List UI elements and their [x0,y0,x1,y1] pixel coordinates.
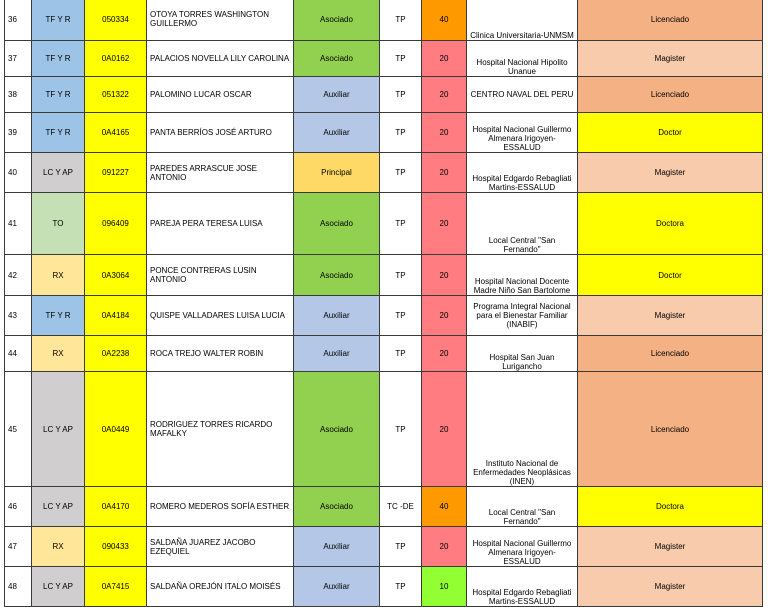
code-cell: 0A4165 [85,113,147,153]
grade-cell: Licenciado [578,0,763,41]
area-cell: LC Y AP [32,372,85,487]
row-number-cell: 36 [5,0,32,41]
table-row [5,193,763,255]
table-row [5,153,763,193]
category-cell: Asociado [294,193,380,255]
table-row [5,487,763,527]
name-cell: RODRIGUEZ TORRES RICARDO MAFALKY [147,372,294,487]
dedication-cell: TP [380,0,422,41]
name-cell: OTOYA TORRES WASHINGTON GUILLERMO [147,0,294,41]
row-number-cell: 47 [5,527,32,567]
area-cell: RX [32,527,85,567]
category-cell: Auxiliar [294,336,380,372]
category-cell: Principal [294,153,380,193]
category-cell: Asociado [294,41,380,77]
grade-cell: Doctor [578,113,763,153]
code-cell: 050334 [85,0,147,41]
code-cell: 0A3064 [85,255,147,296]
code-cell: 0A4184 [85,296,147,336]
table-row [5,372,763,487]
code-cell: 090433 [85,527,147,567]
row-number-cell: 45 [5,372,32,487]
institution-cell: Instituto Nacional de Enfermedades Neoplásicas (INEN) [467,372,578,487]
institution-cell: Hospital Nacional Hipolito Unanue [467,41,578,77]
area-cell: TF Y R [32,0,85,41]
grade-cell: Magister [578,567,763,607]
code-cell: 0A7415 [85,567,147,607]
table-row [5,113,763,153]
institution-cell: Hospital Nacional Guillermo Almenara Irigoyen-ESSALUD [467,113,578,153]
grade-cell: Magister [578,41,763,77]
row-number-cell: 43 [5,296,32,336]
institution-cell: Hospital Nacional Docente Madre Niño San Bartolome [467,255,578,296]
category-cell: Asociado [294,0,380,41]
grade-cell: Magister [578,153,763,193]
dedication-cell: TP [380,336,422,372]
table-row [5,527,763,567]
hours-cell: 20 [422,77,467,113]
dedication-cell: TP [380,41,422,77]
institution-cell: CENTRO NAVAL DEL PERU [467,77,578,113]
row-number-cell: 40 [5,153,32,193]
grade-cell: Licenciado [578,372,763,487]
table-row [5,255,763,296]
code-cell: 0A4170 [85,487,147,527]
grade-cell: Doctora [578,193,763,255]
name-cell: SALDAÑA OREJÓN ITALO MOISÉS [147,567,294,607]
hours-cell: 20 [422,41,467,77]
code-cell: 0A0449 [85,372,147,487]
grade-cell: Doctora [578,487,763,527]
table-row [5,77,763,113]
dedication-cell: TP [380,77,422,113]
row-number-cell: 42 [5,255,32,296]
table-row [5,296,763,336]
area-cell: TF Y R [32,296,85,336]
name-cell: PANTA BERRÍOS JOSÉ ARTURO [147,113,294,153]
grade-cell: Doctor [578,255,763,296]
hours-cell: 40 [422,0,467,41]
dedication-cell: TP [380,296,422,336]
name-cell: QUISPE VALLADARES LUISA LUCIA [147,296,294,336]
code-cell: 051322 [85,77,147,113]
table-row [5,336,763,372]
institution-cell: Local Central "San Fernando" [467,193,578,255]
hours-cell: 20 [422,296,467,336]
row-number-cell: 37 [5,41,32,77]
row-number-cell: 46 [5,487,32,527]
name-cell: ROCA TREJO WALTER ROBIN [147,336,294,372]
dedication-cell: TP [380,372,422,487]
category-cell: Auxiliar [294,296,380,336]
row-number-cell: 44 [5,336,32,372]
grade-cell: Magister [578,527,763,567]
institution-cell: Hospital Edgardo Rebagliati Martins-ESSALUD [467,153,578,193]
area-cell: TO [32,193,85,255]
category-cell: Asociado [294,487,380,527]
code-cell: 0A2238 [85,336,147,372]
area-cell: RX [32,336,85,372]
code-cell: 091227 [85,153,147,193]
dedication-cell: TC -DE [380,487,422,527]
table-row [5,0,763,41]
dedication-cell: TP [380,255,422,296]
row-number-cell: 48 [5,567,32,607]
area-cell: LC Y AP [32,567,85,607]
row-number-cell: 41 [5,193,32,255]
hours-cell: 20 [422,153,467,193]
dedication-cell: TP [380,113,422,153]
hours-cell: 10 [422,567,467,607]
category-cell: Auxiliar [294,567,380,607]
name-cell: PAREDES ARRASCUE JOSE ANTONIO [147,153,294,193]
staff-table-body [5,0,763,607]
hours-cell: 20 [422,255,467,296]
institution-cell: Programa Integral Nacional para el Bienestar Familiar (INABIF) [467,296,578,336]
institution-cell: Hospital San Juan Lurigancho [467,336,578,372]
category-cell: Auxiliar [294,77,380,113]
category-cell: Asociado [294,372,380,487]
grade-cell: Licenciado [578,336,763,372]
category-cell: Auxiliar [294,527,380,567]
area-cell: TF Y R [32,41,85,77]
table-row [5,567,763,607]
dedication-cell: TP [380,567,422,607]
hours-cell: 40 [422,487,467,527]
hours-cell: 20 [422,527,467,567]
row-number-cell: 39 [5,113,32,153]
dedication-cell: TP [380,193,422,255]
dedication-cell: TP [380,153,422,193]
hours-cell: 20 [422,113,467,153]
area-cell: LC Y AP [32,153,85,193]
table-row [5,41,763,77]
name-cell: PAREJA PERA TERESA LUISA [147,193,294,255]
institution-cell: Hospital Nacional Guillermo Almenara Irigoyen-ESSALUD [467,527,578,567]
institution-cell: Hospital Edgardo Rebagliati Martins-ESSALUD [467,567,578,607]
name-cell: PALACIOS NOVELLA LILY CAROLINA [147,41,294,77]
institution-cell: Local Central "San Fernando" [467,487,578,527]
name-cell: PONCE CONTRERAS LUSIN ANTONIO [147,255,294,296]
category-cell: Auxiliar [294,113,380,153]
hours-cell: 20 [422,193,467,255]
hours-cell: 20 [422,372,467,487]
category-cell: Asociado [294,255,380,296]
grade-cell: Magister [578,296,763,336]
name-cell: PALOMINO LUCAR OSCAR [147,77,294,113]
area-cell: RX [32,255,85,296]
area-cell: TF Y R [32,77,85,113]
name-cell: ROMERO MEDEROS SOFÍA ESTHER [147,487,294,527]
area-cell: LC Y AP [32,487,85,527]
staff-table [4,0,763,607]
row-number-cell: 38 [5,77,32,113]
grade-cell: Licenciado [578,77,763,113]
code-cell: 096409 [85,193,147,255]
dedication-cell: TP [380,527,422,567]
code-cell: 0A0162 [85,41,147,77]
institution-cell: Clinica Universitaria-UNMSM [467,0,578,41]
hours-cell: 20 [422,336,467,372]
name-cell: SALDAÑA JUAREZ JACOBO EZEQUIEL [147,527,294,567]
area-cell: TF Y R [32,113,85,153]
